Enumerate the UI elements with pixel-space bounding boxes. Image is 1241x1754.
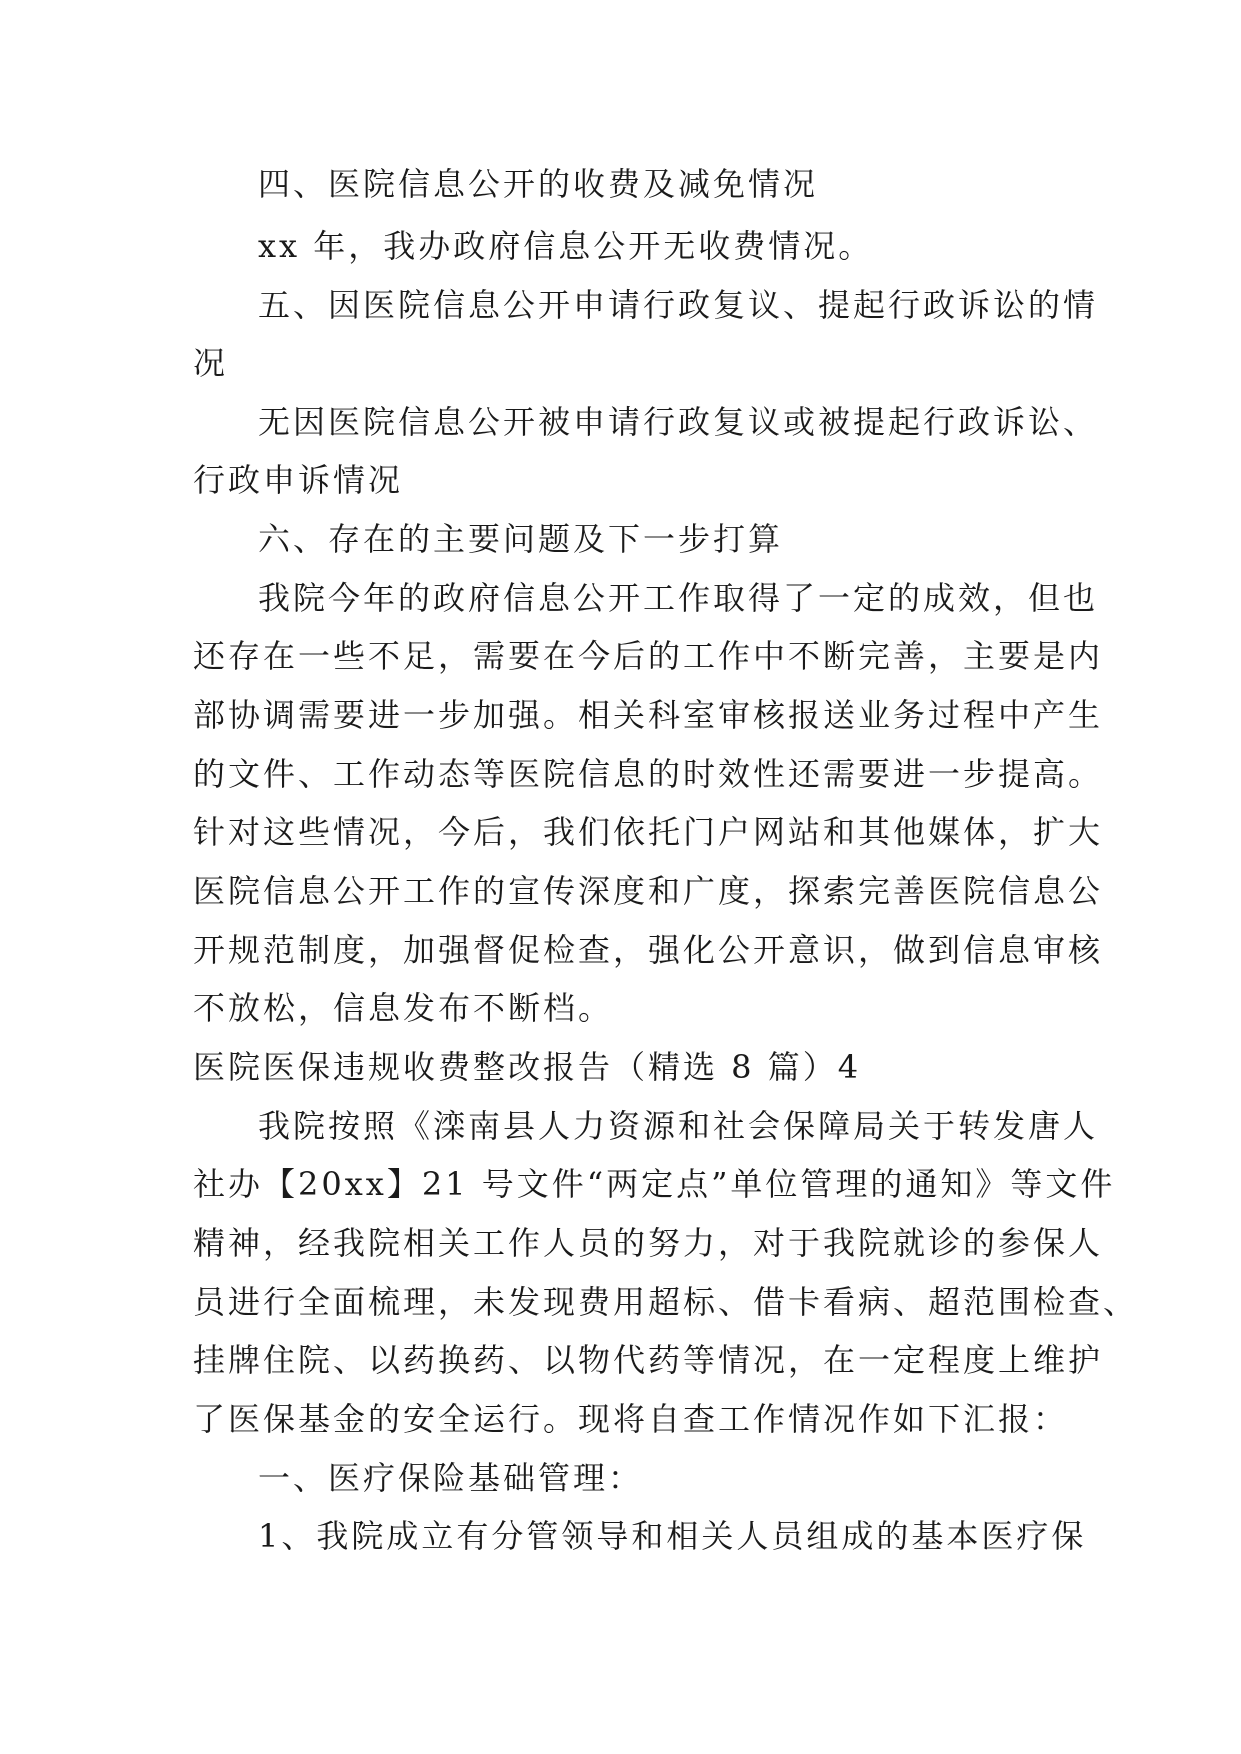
paragraph-line: 的文件、工作动态等医院信息的时效性还需要进一步提高。 xyxy=(193,755,1104,793)
paragraph-line: 了医保基金的安全运行。现将自查工作情况作如下汇报： xyxy=(193,1400,1069,1438)
section-heading-5-continued: 况 xyxy=(193,344,229,382)
paragraph-line: 还存在一些不足，需要在今后的工作中不断完善，主要是内 xyxy=(193,637,1104,675)
paragraph-line: 医院信息公开工作的宣传深度和广度，探索完善医院信息公 xyxy=(193,872,1104,910)
paragraph-line: 部协调需要进一步加强。相关科室审核报送业务过程中产生 xyxy=(193,696,1104,734)
paragraph-line: 我院今年的政府信息公开工作取得了一定的成效，但也 xyxy=(258,579,1099,617)
paragraph-line: 挂牌住院、以药换药、以物代药等情况，在一定程度上维护 xyxy=(193,1341,1104,1379)
paragraph-line: 员进行全面梳理，未发现费用超标、借卡看病、超范围检查、 xyxy=(193,1283,1139,1321)
paragraph-line: 精神，经我院相关工作人员的努力，对于我院就诊的参保人 xyxy=(193,1224,1104,1262)
section-heading-5: 五、因医院信息公开申请行政复议、提起行政诉讼的情 xyxy=(258,286,1099,324)
section-heading-6: 六、存在的主要问题及下一步打算 xyxy=(258,520,784,558)
report-title: 医院医保违规收费整改报告（精选 8 篇）4 xyxy=(193,1048,862,1086)
section-heading-1: 一、医疗保险基础管理： xyxy=(258,1459,644,1497)
paragraph-line: 社办【20xx】21 号文件“两定点”单位管理的通知》等文件 xyxy=(193,1165,1116,1203)
paragraph-line: 行政申诉情况 xyxy=(193,461,404,499)
section-heading-4: 四、医院信息公开的收费及减免情况 xyxy=(258,165,819,203)
paragraph-line: 针对这些情况，今后，我们依托门户网站和其他媒体，扩大 xyxy=(193,813,1104,851)
paragraph-line: 不放松，信息发布不断档。 xyxy=(193,989,614,1027)
paragraph-line: 开规范制度，加强督促检查，强化公开意识，做到信息审核 xyxy=(193,931,1104,969)
paragraph-line: 我院按照《滦南县人力资源和社会保障局关于转发唐人 xyxy=(258,1107,1099,1145)
paragraph-line: 无因医院信息公开被申请行政复议或被提起行政诉讼、 xyxy=(258,403,1099,441)
paragraph-line: xx 年，我办政府信息公开无收费情况。 xyxy=(258,227,874,265)
paragraph-line: 1、我院成立有分管领导和相关人员组成的基本医疗保 xyxy=(258,1517,1087,1555)
